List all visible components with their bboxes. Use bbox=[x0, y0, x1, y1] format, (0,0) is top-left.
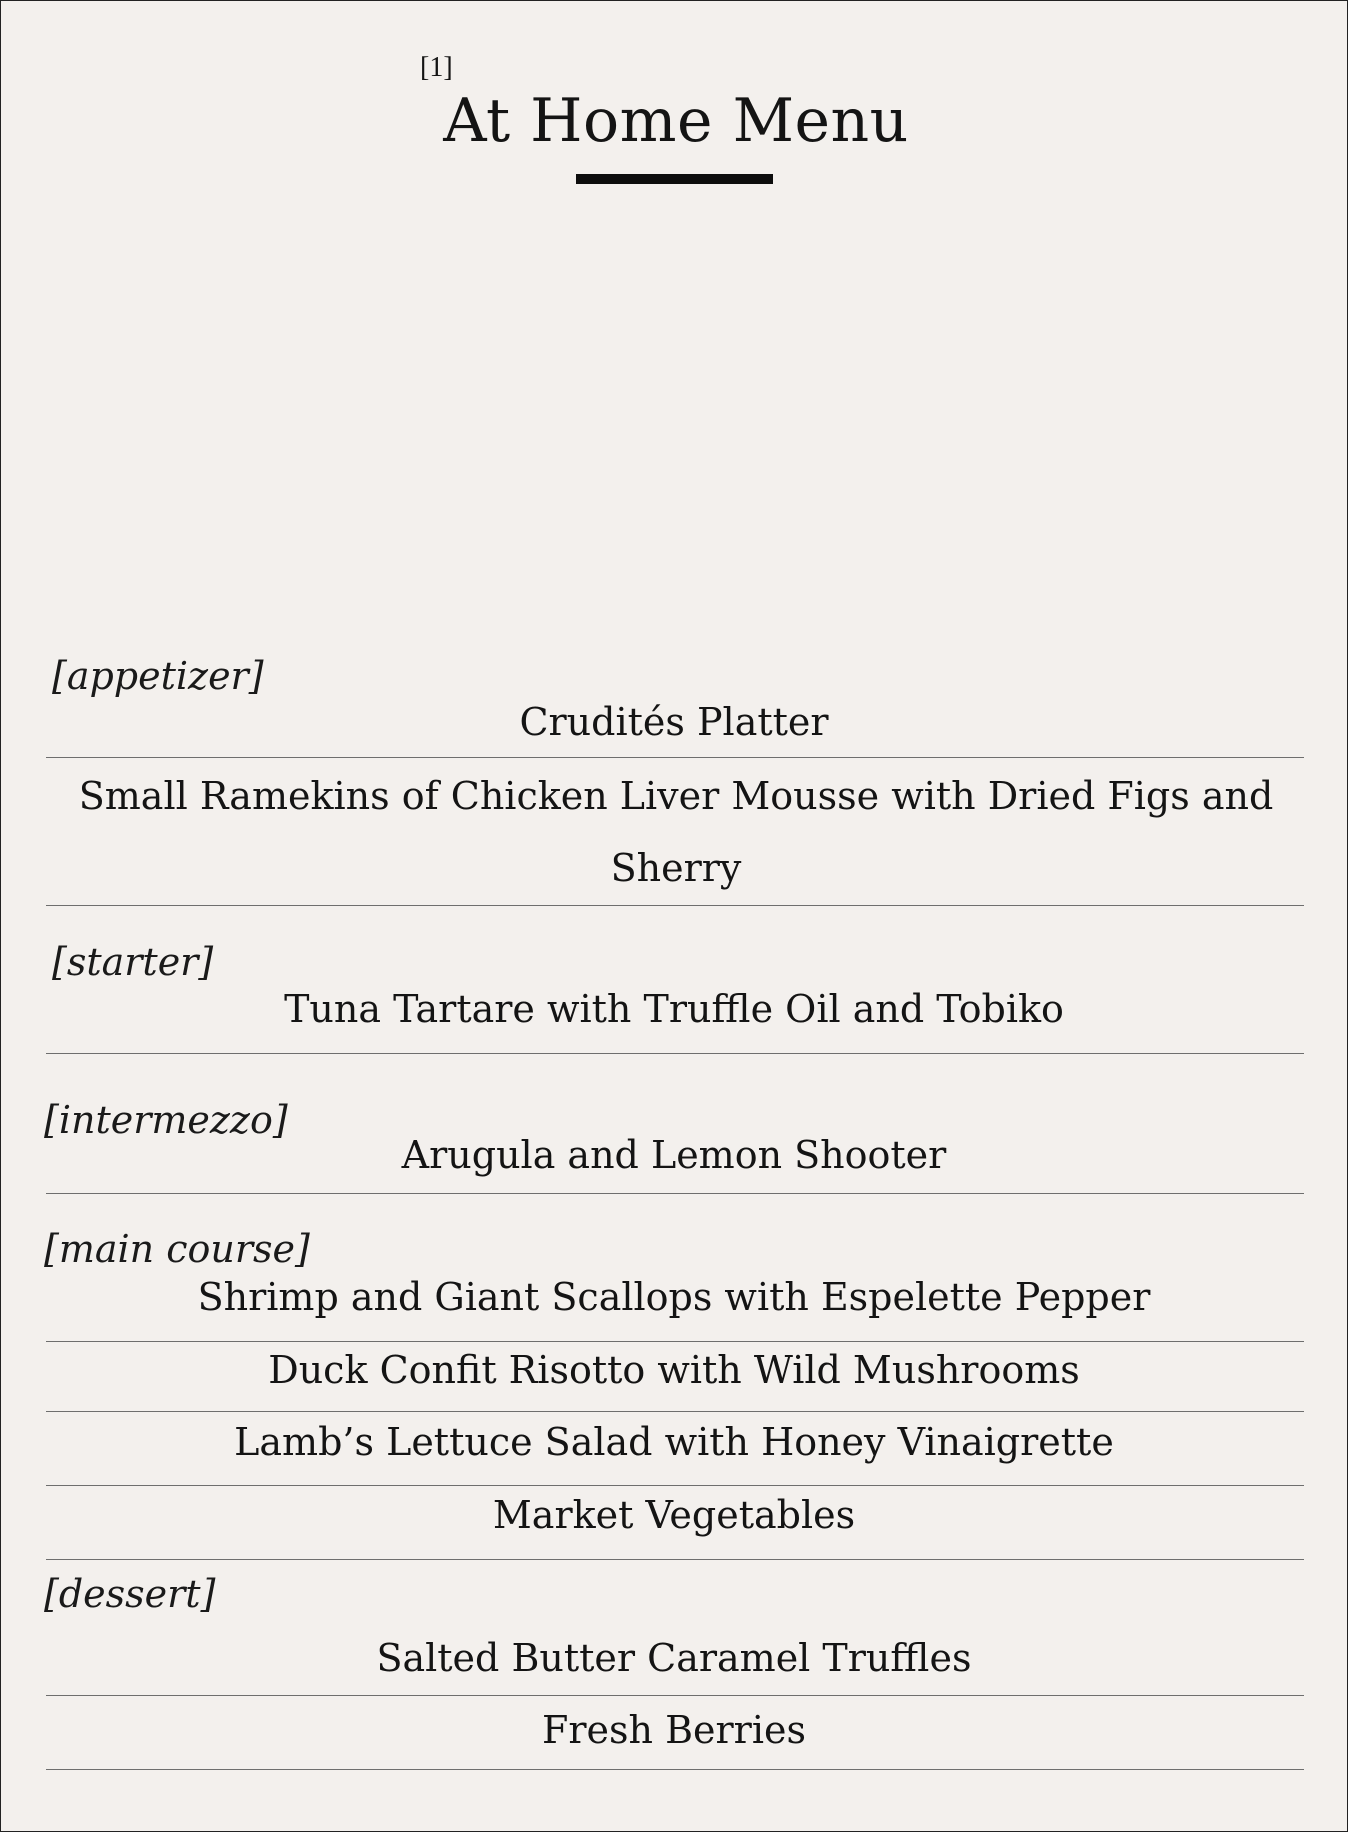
menu-item: Duck Confit Risotto with Wild Mushrooms bbox=[268, 1348, 1080, 1392]
item-divider bbox=[46, 1411, 1304, 1412]
section-label-appetizer: [appetizer] bbox=[52, 654, 264, 698]
menu-item: Crudités Platter bbox=[519, 700, 829, 744]
menu-item: Arugula and Lemon Shooter bbox=[401, 1133, 947, 1177]
menu-title: At Home Menu bbox=[443, 86, 909, 156]
section-label-dessert: [dessert] bbox=[44, 1572, 216, 1616]
item-divider bbox=[46, 1193, 1304, 1194]
page-number: [1] bbox=[420, 52, 453, 83]
item-divider bbox=[46, 1053, 1304, 1054]
item-divider bbox=[46, 905, 1304, 906]
menu-item: Lamb’s Lettuce Salad with Honey Vinaigrette bbox=[234, 1420, 1114, 1464]
section-label-starter: [starter] bbox=[52, 940, 214, 984]
menu-item: Shrimp and Giant Scallops with Espelette Pepper bbox=[197, 1275, 1151, 1319]
item-divider bbox=[46, 757, 1304, 758]
item-divider bbox=[46, 1695, 1304, 1696]
menu-item: Fresh Berries bbox=[542, 1708, 806, 1752]
section-label-main-course: [main course] bbox=[44, 1227, 310, 1271]
menu-item: Market Vegetables bbox=[492, 1493, 856, 1537]
item-divider bbox=[46, 1769, 1304, 1770]
menu-item: Tuna Tartare with Truffle Oil and Tobiko bbox=[284, 987, 1064, 1031]
menu-item: Salted Butter Caramel Truffles bbox=[376, 1636, 972, 1680]
item-divider bbox=[46, 1559, 1304, 1560]
menu-item: Small Ramekins of Chicken Liver Mousse with Dried Figs and Sherry bbox=[78, 774, 1274, 890]
section-label-intermezzo: [intermezzo] bbox=[44, 1098, 288, 1142]
item-divider bbox=[46, 1485, 1304, 1486]
title-underline bbox=[576, 174, 773, 184]
item-divider bbox=[46, 1341, 1304, 1342]
